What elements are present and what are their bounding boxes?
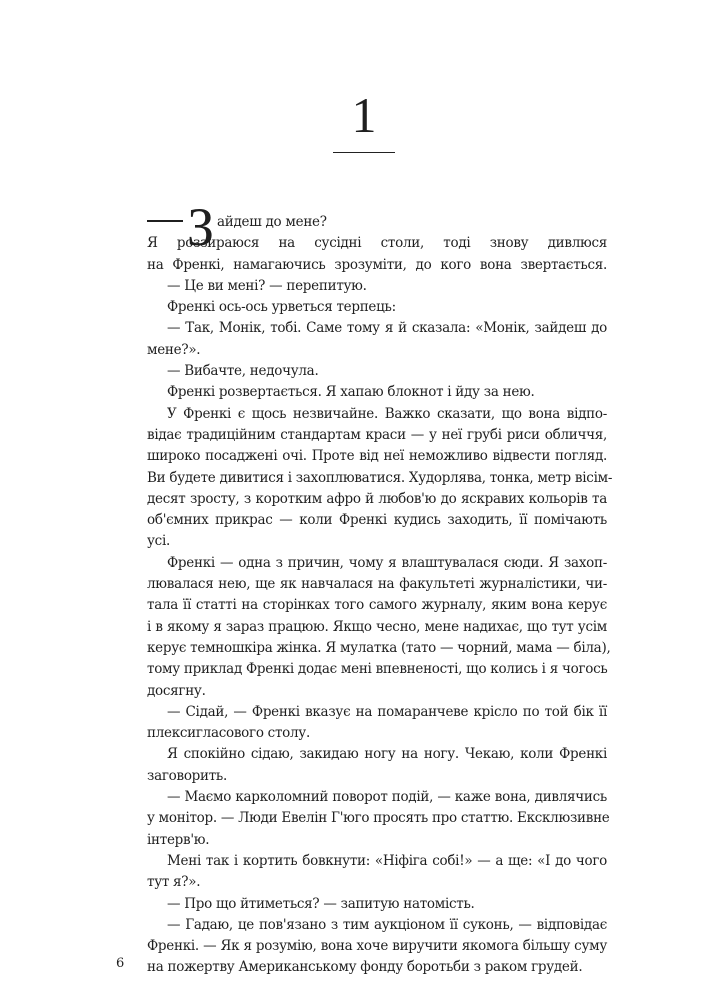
paragraph (147, 404, 613, 553)
paragraph (147, 787, 610, 851)
text-line: — Маємо карколомний поворот подій, — каже вона, дивлячись (167, 789, 607, 806)
text-line: Мені так і кортить бовкнути: «Ніфіга собі!» — а ще: «І до чого (167, 852, 607, 869)
chapter-rule (333, 152, 395, 153)
paragraph (147, 361, 607, 382)
opening-paragraph (147, 197, 607, 276)
text-line: тут я?». (147, 874, 201, 891)
text-line: — Гадаю, це пов'язано з тим аукціоном її суконь, — відповідає (167, 916, 607, 933)
text-line: Я спокійно сідаю, закидаю ногу на ногу. Чекаю, коли Френкі (167, 746, 607, 763)
paragraph (147, 553, 611, 702)
text-line: усі. (147, 533, 170, 550)
body-text (147, 197, 613, 979)
text-line: — Це ви мені? — перепитую. (167, 277, 367, 294)
paragraph (147, 851, 607, 894)
paragraph (147, 297, 607, 318)
text-line: у монітор. — Люди Евелін Г'юго просять про статтю. Ексклюзивне (147, 810, 610, 827)
text-line: досягну. (147, 682, 206, 699)
text-line: Френкі. — Як я розумію, вона хоче виручити якомога більшу суму (147, 938, 607, 955)
text-line: — Так, Монік, тобі. Саме тому я й сказала: «Монік, зайдеш до (167, 320, 607, 337)
paragraph (147, 915, 607, 979)
text-line: тала її статті на сторінках того самого журналу, яким вона керує (147, 597, 607, 614)
text-line: У Френкі є щось незвичайне. Важко сказати, що вона відпо- (167, 405, 607, 422)
text-line: і в якому я зараз працюю. Якщо чесно, мене надихає, що тут усім (147, 618, 607, 635)
text-line: заговорить. (147, 767, 228, 784)
text-line: — Вибачте, недочула. (167, 363, 319, 380)
text-line: Френкі — одна з причин, чому я влаштувалася сюди. Я захоп- (167, 554, 607, 571)
chapter-number: 1 (351, 87, 377, 143)
text-line: на пожертву Американському фонду боротьби з раком грудей. (147, 959, 583, 976)
paragraph (147, 276, 607, 297)
text-line: об'ємних прикрас — коли Френкі кудись заходить, її помічають (147, 512, 607, 529)
drop-cap: З (187, 197, 214, 257)
text-line: керує темношкіра жінка. Я мулатка (тато — чорний, мама — біла), (147, 639, 611, 656)
opening-dash (147, 220, 183, 222)
paragraph (147, 382, 607, 403)
text-line: Я роззираюся на сусідні столи, тоді знову дивлюся (147, 235, 607, 252)
text-line: Френкі розвертається. Я хапаю блокнот і йду за нею. (167, 384, 535, 401)
text-line: айдеш до мене? (217, 214, 327, 230)
paragraph (147, 318, 607, 361)
text-line: широко посаджені очі. Проте від неї неможливо відвести погляд. (147, 448, 607, 465)
paragraph (147, 744, 607, 787)
page-number: 6 (116, 956, 125, 971)
text-line: тому приклад Френкі додає мені впевненості, що колись і я чогось (147, 661, 608, 678)
text-line: інтерв'ю. (147, 831, 210, 848)
paragraph (147, 702, 607, 745)
text-line: Ви будете дивитися і захоплюватися. Худорлява, тонка, метр вісім- (147, 469, 613, 486)
text-line: мене?». (147, 341, 201, 358)
text-line: відає традиційним стандартам краси — у неї грубі риси обличчя, (147, 426, 607, 443)
text-line: на Френкі, намагаючись зрозуміти, до кого вона звертається. (147, 256, 607, 273)
text-line: лювалася нею, ще як навчалася на факультеті журналістики, чи- (147, 576, 607, 593)
text-line: плексигласового столу. (147, 725, 310, 742)
text-line: Френкі ось-ось урветься терпець: (167, 299, 396, 316)
text-line: — Про що йтиметься? — запитую натомість. (167, 895, 475, 912)
text-line: десят зросту, з коротким афро й любов'ю до яскравих кольорів та (147, 490, 607, 507)
text-line: — Сідай, — Френкі вказує на помаранчеве крісло по той бік її (167, 703, 607, 720)
paragraph (147, 894, 607, 915)
